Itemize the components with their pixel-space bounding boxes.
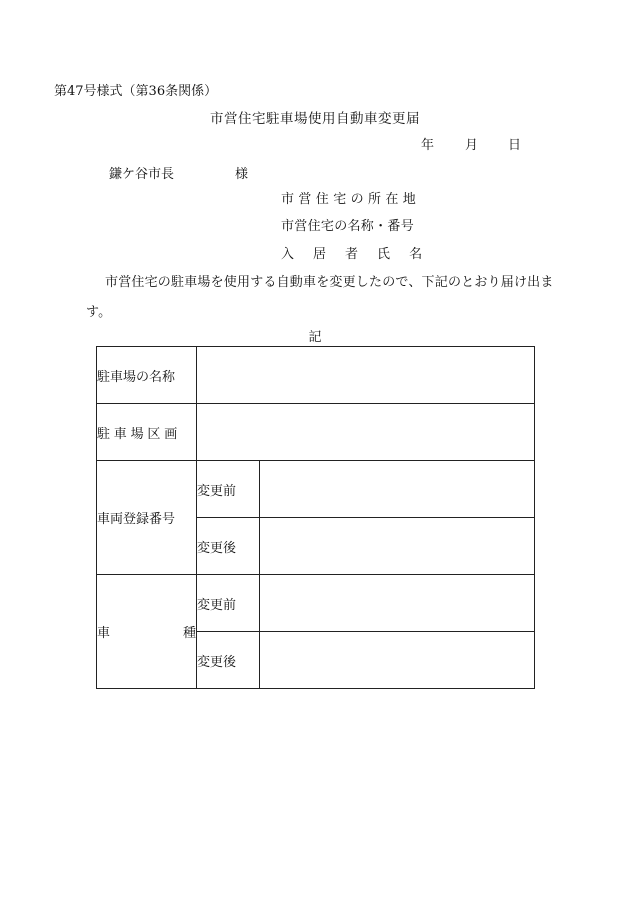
vehicle-type-label [97, 575, 197, 689]
date-day-label: 日 [508, 138, 522, 153]
vehicle-change-table [96, 346, 535, 689]
form-number: 第47号様式（第36条関係） [54, 84, 218, 99]
resident-char: 居 [313, 247, 327, 262]
resident-char: 氏 [377, 247, 391, 262]
vehicle-before-field[interactable] [260, 575, 535, 632]
resident-char: 者 [345, 247, 359, 262]
form-title: 市営住宅駐車場使用自動車変更届 [210, 111, 420, 127]
parking-section-field[interactable] [197, 404, 535, 461]
table-row [97, 404, 535, 461]
table-row [97, 575, 535, 632]
parking-name-field[interactable] [197, 347, 535, 404]
registration-before-label: 変更前 [197, 461, 260, 518]
resident-char: 入 [281, 247, 295, 262]
registration-after-field[interactable] [260, 518, 535, 575]
vehicle-before-label: 変更前 [197, 575, 260, 632]
date-month-label: 月 [465, 138, 479, 153]
vehicle-after-label: 変更後 [197, 632, 260, 689]
registration-number-label: 車両登録番号 [97, 461, 197, 575]
addressee-honorific: 様 [235, 167, 249, 182]
resident-name-label [281, 243, 422, 262]
body-text: 市営住宅の駐車場を使用する自動車を変更したので、下記のとおり届け出ます。 [86, 275, 554, 320]
vehicle-type-char-right: 種 [182, 626, 196, 641]
table-row [97, 461, 535, 518]
housing-address-label: 市営住宅の所在地 [281, 192, 421, 207]
resident-char: 名 [409, 247, 423, 262]
housing-name-number-label: 市営住宅の名称・番号 [281, 219, 415, 234]
vehicle-type-char-left: 車 [97, 626, 111, 641]
ki-heading: 記 [308, 330, 322, 345]
registration-before-field[interactable] [260, 461, 535, 518]
vehicle-after-field[interactable] [260, 632, 535, 689]
registration-after-label: 変更後 [197, 518, 260, 575]
parking-section-label: 駐車場区画 [97, 404, 197, 461]
addressee-name: 鎌ケ谷市長 [109, 167, 175, 182]
date-year-label: 年 [421, 138, 435, 153]
parking-name-label: 駐車場の名称 [97, 347, 197, 404]
table-row [97, 347, 535, 404]
